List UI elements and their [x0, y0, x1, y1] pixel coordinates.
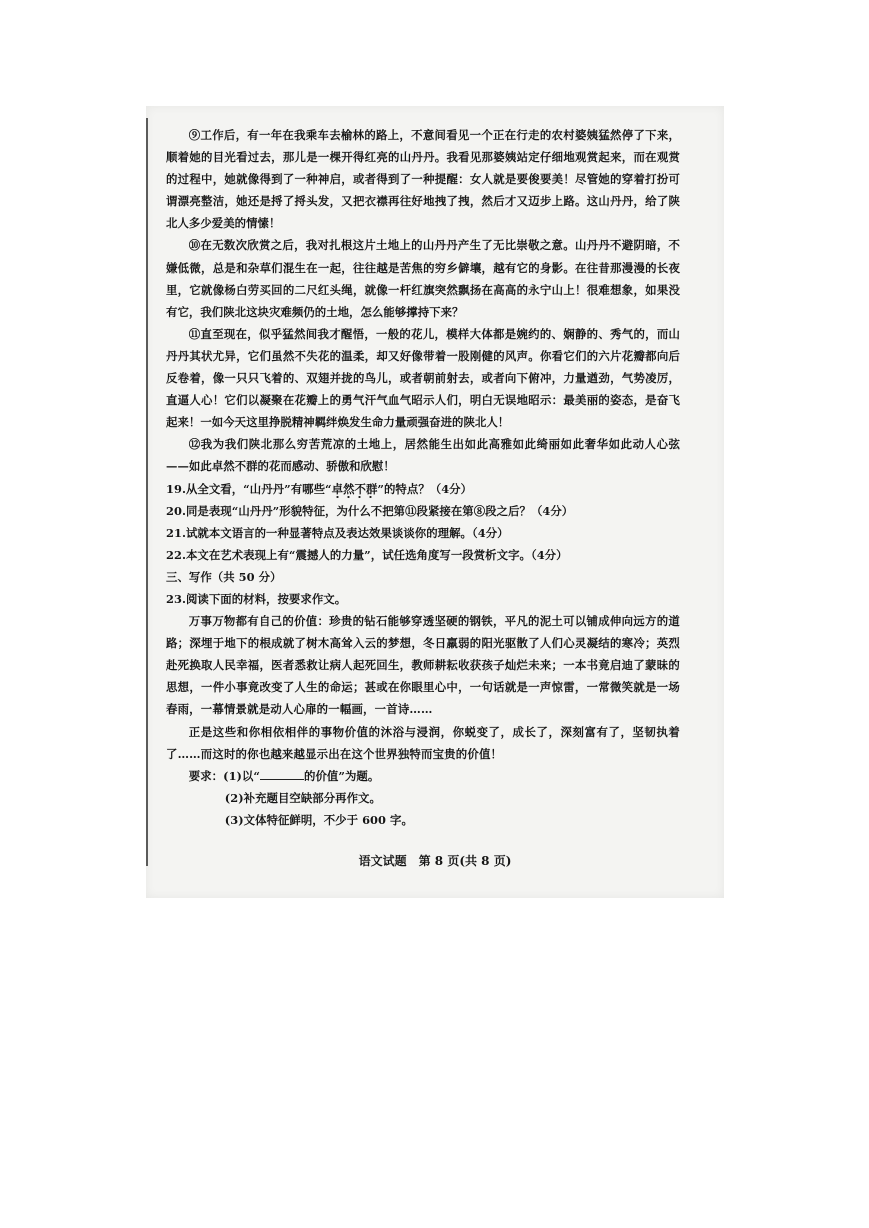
requirement-label: 要求： — [188, 768, 224, 783]
question-19-post: ”的特点？（4分） — [377, 481, 473, 496]
paragraph-11: ⑪直至现在，似乎猛然间我才醒悟，一般的花儿，模样大体都是婉约的、娴静的、秀气的，而山丹丹其状尤异，它们虽然不失花的温柔，却又好像带着一股刚健的风声。你看它们的六片花瓣都向后反卷着，像一只只飞着的、双翅并拢的鸟儿，或者朝前射去，或者向下俯冲，力量遒劲，气势凌厉，直逼人心！它们以凝聚在花瓣上的勇气汗气血气昭示人们，明白无误地昭示：最美丽的姿态，是奋飞起来！一如今天这里挣脱精神羁绊焕发生命力量顽强奋进的陕北人！ — [166, 326, 680, 430]
paragraph-12: ⑫我为我们陕北那么穷苦荒凉的土地上，居然能生出如此高雅如此绮丽如此奢华如此动人心弦——如此卓然不群的花而感动、骄傲和欣慰！ — [166, 437, 680, 474]
question-21: 21.试就本文语言的一种显著特点及表达效果谈谈你的理解。（4分） — [166, 525, 509, 540]
question-19-emphasis: 卓然不群 — [332, 482, 378, 499]
paragraph-10: ⑩在无数次欣赏之后，我对扎根这片土地上的山丹丹产生了无比崇敬之意。山丹丹不避阴暗，不嫌低微，总是和杂草们混生在一起，往往越是苦焦的穷乡僻壤，越有它的身影。在往昔那漫漫的长夜里，它就像杨白劳买回的二尺红头绳，就像一杆红旗突然飘扬在高高的永宁山上！很难想象，如果没有它，我们陕北这块灾难频仍的土地，怎么能够撑持下来？ — [166, 238, 680, 319]
material-paragraph-2: 正是这些和你相依相伴的事物价值的沐浴与浸润，你蜕变了，成长了，深刻富有了，坚韧执着了……而这时的你也越来越显示出在这个世界独特而宝贵的价值！ — [166, 724, 680, 761]
document-body — [166, 124, 680, 831]
writing-section-heading: 三、写作（共 50 分） — [166, 569, 282, 584]
question-19 — [166, 478, 680, 500]
scan-edge-line — [146, 118, 148, 866]
question-20: 20.同是表现“山丹丹”形貌特征，为什么不把第⑪段紧接在第⑧段之后？（4分） — [166, 503, 574, 518]
title-blank — [260, 768, 304, 780]
material-paragraph-1: 万事万物都有自己的价值：珍贵的钻石能够穿透坚硬的钢铁，平凡的泥土可以铺成伸向远方的道路；深埋于地下的根成就了树木高耸入云的梦想，冬日羸弱的阳光驱散了人们心灵凝结的寒冷；英烈赴死换取人民幸福，医者悉救让病人起死回生，教师耕耘收获孩子灿烂未来；一本书竟启迪了蒙昧的思想，一件小事竟改变了人生的命运；甚或在你眼里心中，一句话就是一声惊雷，一常微笑就是一场春雨，一幕情景就是动人心扉的一幅画，一首诗…… — [166, 614, 680, 717]
requirement-1-pre: (1)以“ — [223, 768, 261, 783]
requirement-1 — [166, 765, 680, 787]
paragraph-9: ⑨工作后，有一年在我乘车去榆林的路上，不意间看见一个正在行走的农村婆姨猛然停了下来，顺着她的目光看过去，那儿是一棵开得红亮的山丹丹。我看见那婆姨站定仔细地观赏起来，而在观赏的过程中，她就像得到了一种神启，或者得到了一种提醒：女人就是要俊要美！尽管她的穿着打扮可谓漂亮整洁，她还是捋了捋头发，又把衣襟再往好地拽了拽，然后才又迈步上路。这山丹丹，给了陕北人多少爱美的情愫！ — [166, 128, 680, 231]
page-footer: 语文试题 第 8 页(共 8 页) — [358, 854, 512, 868]
question-23: 23.阅读下面的材料，按要求作文。 — [166, 591, 347, 606]
requirement-1-post: 的价值”为题。 — [304, 768, 380, 783]
question-22: 22.本文在艺术表现上有“震撼人的力量”，试任选角度写一段赏析文字。（4分） — [166, 547, 568, 562]
question-19-pre: 19.从全文看，“山丹丹”有哪些“ — [166, 481, 332, 496]
requirement-3: (3)文体特征鲜明，不少于 600 字。 — [224, 812, 413, 827]
requirement-2: (2)补充题目空缺部分再作文。 — [224, 790, 381, 805]
